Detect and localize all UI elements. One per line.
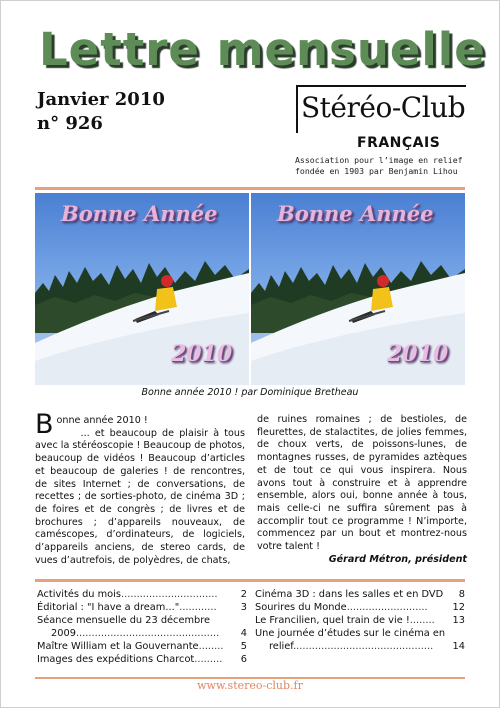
club-country: FRANÇAIS — [357, 135, 441, 151]
sledder-figure — [125, 267, 195, 327]
top-divider — [35, 187, 465, 190]
toc-top-divider — [35, 579, 465, 582]
editorial-body-right: de ruines romaines ; de bestioles, de fleurettes, de stalactites, de jolies femmes, de choux verts, de poissons-lunes, de montagnes russes, de pyramides aztèques et de tout ce qui vous inspirera. Nous avons tout à construire et à apprendre ensemble, alors oui, bonne année à tous, mais celle-ci ne suffira sûrement pas à accomplir tout ce programme ! N’importe, commencez par un bout et montrez-nous votre talent ! — [257, 414, 467, 553]
stereo-photo-right — [251, 193, 465, 385]
stereo-photo-left — [35, 193, 249, 385]
toc-entry[interactable] — [255, 601, 465, 614]
drop-cap: B — [35, 409, 54, 440]
toc-leader-dots: ............ — [179, 602, 217, 613]
year-art-text: 2010 — [387, 341, 449, 367]
editorial-column-right — [257, 414, 467, 566]
editorial-signature: Gérard Métron, président — [328, 553, 467, 565]
toc-entry[interactable] — [37, 614, 247, 640]
toc-entry-title: Sourires du Monde — [255, 602, 347, 613]
issue-number: n° 926 — [37, 113, 103, 134]
toc-entry-title: Séance mensuelle du 23 décembre — [37, 615, 211, 626]
toc-entry[interactable] — [37, 601, 247, 614]
toc-page-number: 8 — [458, 589, 465, 600]
club-logo — [296, 85, 466, 133]
photo-caption: Bonne année 2010 ! par Dominique Bretheau — [141, 387, 359, 398]
toc-leader-dots: .......................... — [346, 602, 428, 613]
editorial-column-left — [35, 411, 245, 567]
toc-entry-title: Activités du mois — [37, 589, 121, 600]
toc-leader-dots: ......... — [194, 654, 223, 665]
toc-entry-title: Images des expéditions Charcot — [37, 654, 195, 665]
issue-date: Janvier 2010 — [37, 89, 165, 110]
toc-entry[interactable] — [37, 653, 247, 666]
toc-leader-dots: ........ — [198, 641, 224, 652]
toc-column-right — [255, 588, 465, 653]
editorial-body-left: ... et beaucoup de plaisir à tous avec la stéréoscopie ! Beaucoup de photos, beaucoup de vidéos ! Beaucoup d’articles et beaucoup de galeries ! de rencontres, de sites Internet ; de conversations, de recettes ; de sorties-photo, de cinéma 3D ; de foires et de congrès ; de livres et de brochures ; d’appareils nouveaux, de caméscopes, d’ordinateurs, de logiciels, d’appareils anciens, de stereo cards, de vues d’autrefois, de polyèdres, de chats, — [35, 427, 245, 566]
toc-leader-dots: ............................................. — [293, 641, 434, 652]
toc-entry-title-cont: relief — [269, 641, 294, 652]
toc-entry-continuation — [37, 627, 247, 640]
toc-entry[interactable] — [255, 614, 465, 627]
website-link[interactable]: www.stereo-club.fr — [197, 679, 303, 692]
toc-page-number: 6 — [240, 654, 247, 665]
toc-entry-title: Maître William et la Gouvernante — [37, 641, 199, 652]
toc-entry-title: Cinéma 3D : dans les salles et en DVD — [255, 589, 444, 600]
toc-entry[interactable] — [37, 640, 247, 653]
toc-page-number: 3 — [240, 602, 247, 613]
toc-leader-dots: ............................... — [121, 589, 218, 600]
toc-entry-continuation — [255, 640, 465, 653]
toc-page-number: 5 — [240, 641, 247, 652]
toc-page-number: 12 — [452, 602, 465, 613]
toc-leader-dots: ........ — [409, 615, 435, 626]
editorial-greeting: onne année 2010 ! — [56, 415, 148, 426]
toc-entry-title: Le Francilien, quel train de vie ! — [255, 615, 410, 626]
toc-page-number: 4 — [240, 628, 247, 639]
greeting-art-text: Bonne Année — [277, 201, 434, 226]
toc-column-left — [37, 588, 247, 666]
toc-entry-title: Éditorial : "I have a dream..." — [37, 602, 180, 613]
toc-leader-dots: .............................................. — [75, 628, 220, 639]
greeting-art-text: Bonne Année — [61, 201, 218, 226]
toc-entry[interactable] — [255, 627, 465, 653]
toc-page-number: 2 — [240, 589, 247, 600]
toc-entry[interactable] — [37, 588, 247, 601]
table-of-contents — [35, 583, 465, 677]
club-name: Stéréo-Club — [301, 91, 466, 124]
sledder-figure — [341, 267, 411, 327]
toc-page-number: 14 — [452, 641, 465, 652]
newsletter-title: Lettre mensuelle — [39, 23, 486, 76]
toc-page-number: 13 — [452, 615, 465, 626]
club-tagline: Association pour l’image en relief fondée en 1903 par Benjamin Lihou — [295, 155, 463, 176]
toc-entry-title-cont: 2009 — [51, 628, 76, 639]
toc-entry-title: Une journée d’études sur le cinéma en — [255, 628, 446, 639]
toc-entry[interactable] — [255, 588, 465, 601]
year-art-text: 2010 — [171, 341, 233, 367]
